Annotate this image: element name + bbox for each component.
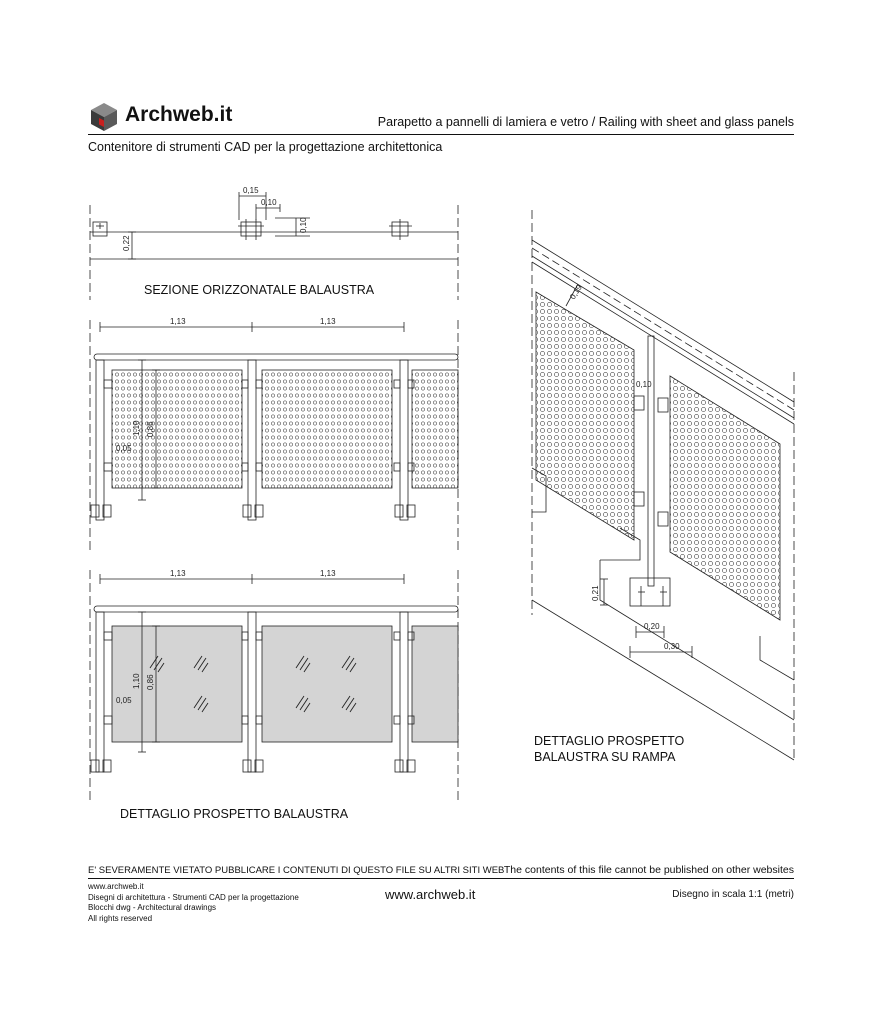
brand-name: Archweb.it — [125, 103, 233, 126]
sheet-title: Parapetto a pannelli di lamiera e vetro / Railing with sheet and glass panels — [377, 115, 794, 129]
dim-label-1-13-right: 1,13 — [320, 317, 336, 326]
dim-label-1-13-left: 1,13 — [170, 317, 186, 326]
ramp-title-line2: BALAUSTRA SU RAMPA — [534, 750, 676, 764]
footer-info-line: www.archweb.it — [88, 882, 144, 891]
footer-site-link[interactable]: www.archweb.it — [385, 887, 476, 902]
footer-warning-italian: E' SEVERAMENTE VIETATO PUBBLICARE I CONTENUTI DI QUESTO FILE SU ALTRI SITI WEB — [88, 865, 505, 876]
footer-scale: Disegno in scala 1:1 (metri) — [672, 889, 794, 900]
dim-label-0-10-vertical: 0,10 — [299, 217, 308, 233]
dim-label-1-13-glass-right: 1,13 — [320, 569, 336, 578]
dim-label-0-15: 0,15 — [243, 186, 259, 195]
dim-label-0-86-glass: 0,86 — [146, 674, 155, 690]
dim-label-1-10-glass: 1,10 — [132, 673, 141, 689]
dim-label-1-13-glass-left: 1,13 — [170, 569, 186, 578]
ramp-title-line1: DETTAGLIO PROSPETTO — [534, 734, 685, 748]
dim-label-0-21: 0,21 — [591, 585, 600, 601]
dim-label-0-05: 0,05 — [116, 444, 132, 453]
dim-label-0-22: 0,22 — [122, 235, 131, 251]
dim-label-0-86: 0,86 — [146, 421, 155, 437]
dim-label-0-30: 0,30 — [664, 642, 680, 651]
dim-label-0-05-glass: 0,05 — [116, 696, 132, 705]
footer-rule — [88, 878, 794, 879]
footer-info-line: All rights reserved — [88, 913, 153, 923]
dim-label-0-19: 0,19 — [568, 283, 584, 302]
sheet-subtitle: Contenitore di strumenti CAD per la progettazione architettonica — [88, 140, 443, 154]
dim-label-0-10: 0,10 — [261, 198, 277, 207]
dim-label-0-20: 0,20 — [644, 622, 660, 631]
section-title: SEZIONE ORIZZONATALE BALAUSTRA — [144, 283, 375, 297]
dim-label-0-10-ramp: 0,10 — [636, 380, 652, 389]
footer-info — [88, 882, 299, 924]
footer-info-line: Blocchi dwg - Architectural drawings — [88, 903, 217, 912]
footer-info-line: Disegni di architettura - Strumenti CAD per la progettazione — [88, 892, 299, 902]
elevation-title: DETTAGLIO PROSPETTO BALAUSTRA — [120, 807, 349, 821]
dim-label-1-10: 1,10 — [132, 420, 141, 436]
footer-warning-english: The contents of this file cannot be published on other websites — [503, 864, 794, 876]
